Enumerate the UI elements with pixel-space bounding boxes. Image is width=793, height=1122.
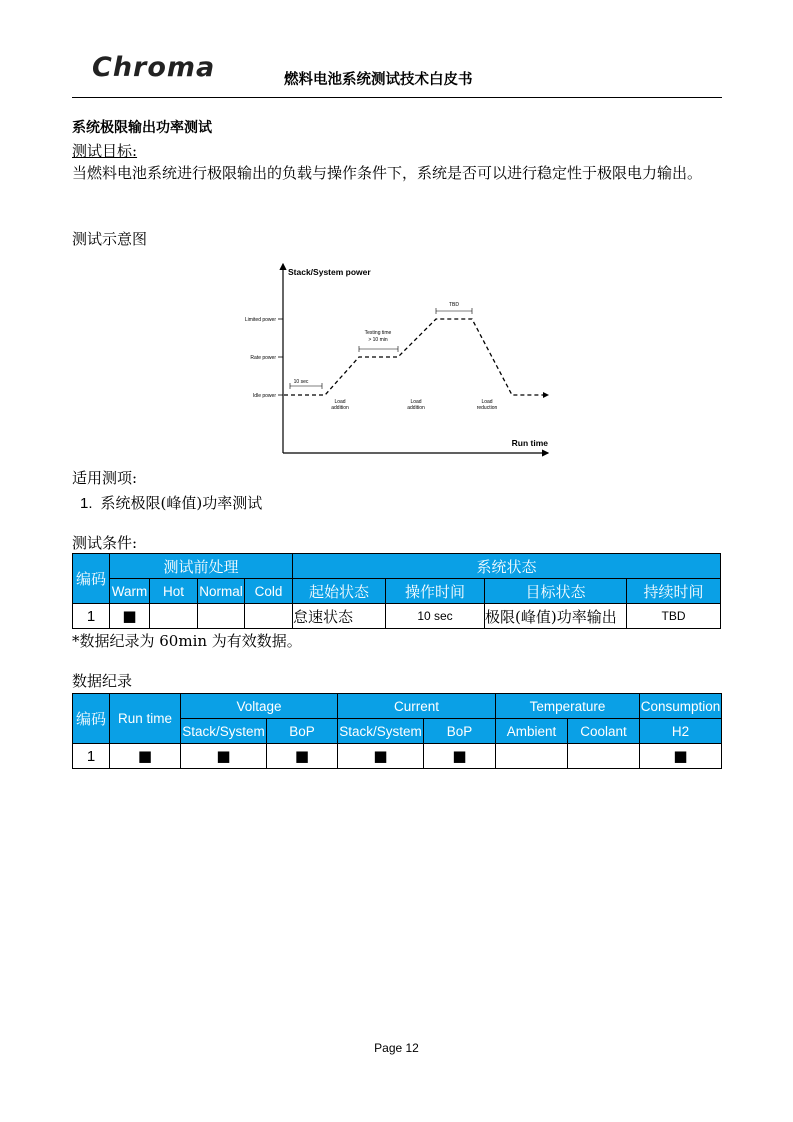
- test-conditions-label: 测试条件:: [72, 534, 138, 552]
- load-addition-2-line1: Load: [410, 399, 422, 405]
- col-header-consumption: Consumption: [640, 694, 722, 719]
- list-number: 1.: [80, 495, 93, 512]
- page-number: Page 12: [374, 1041, 419, 1055]
- col-header-id: 编码: [73, 554, 110, 604]
- limited-power-label: Limited power: [244, 317, 276, 323]
- testing-time-value: > 10 min: [368, 337, 388, 343]
- diagram-label: 测试示意图: [72, 230, 148, 248]
- col-header-h2: H2: [640, 719, 722, 744]
- cell-cold: [245, 604, 293, 629]
- test-goal-text: 当燃料电池系统进行极限输出的负载与操作条件下，系统是否可以进行稳定性于极限电力输出。: [72, 164, 703, 182]
- x-axis-title: Run time: [511, 438, 548, 448]
- cell-ambient: [496, 744, 568, 769]
- table-row: [73, 604, 721, 629]
- cell-warm: ■: [110, 604, 150, 629]
- col-header-duration: 持续时间: [627, 579, 721, 604]
- cell-id: 1: [73, 744, 110, 769]
- cell-start-state: 怠速状态: [293, 604, 386, 629]
- load-reduction-line2: reduction: [476, 405, 498, 411]
- load-reduction-line1: Load: [481, 399, 493, 405]
- test-conditions-table: [72, 553, 721, 629]
- cell-current-stack: ■: [338, 744, 424, 769]
- y-axis-title: Stack/System power: [288, 267, 371, 277]
- cell-target-state: 极限(峰值)功率输出: [485, 604, 627, 629]
- load-addition-2-line2: addition: [407, 405, 425, 411]
- col-header-cold: Cold: [245, 579, 293, 604]
- col-header-normal: Normal: [198, 579, 245, 604]
- load-addition-1-line2: addition: [331, 405, 349, 411]
- tbd-label: TBD: [449, 302, 459, 308]
- col-header-warm: Warm: [110, 579, 150, 604]
- testing-time-label: Testing time: [364, 330, 392, 336]
- applicable-test-item: [80, 491, 262, 516]
- cell-hot: [150, 604, 198, 629]
- col-header-start-state: 起始状态: [293, 579, 386, 604]
- power-profile-line: [284, 319, 548, 395]
- col-header-system-state: 系统状态: [293, 554, 721, 579]
- col-header-voltage-stack: Stack/System: [181, 719, 267, 744]
- cell-normal: [198, 604, 245, 629]
- col-header-current: Current: [338, 694, 496, 719]
- rate-power-label: Rate power: [250, 355, 276, 361]
- col-header-target-state: 目标状态: [485, 579, 627, 604]
- ten-sec-label: 10 sec: [293, 379, 309, 385]
- section-title: 系统极限输出功率测试: [72, 120, 212, 136]
- data-record-table: [72, 693, 722, 769]
- data-record-label: 数据纪录: [72, 672, 133, 690]
- cell-h2: ■: [640, 744, 722, 769]
- data-record-note: *数据纪录为 60min 为有效数据。: [72, 632, 302, 650]
- cell-current-bop: ■: [424, 744, 496, 769]
- col-header-coolant: Coolant: [568, 719, 640, 744]
- col-header-voltage-bop: BoP: [267, 719, 338, 744]
- document-title: 燃料电池系统测试技术白皮书: [284, 72, 473, 88]
- col-header-operation-time: 操作时间: [386, 579, 485, 604]
- applicable-test-text: 系统极限(峰值)功率测试: [100, 494, 263, 512]
- col-header-hot: Hot: [150, 579, 198, 604]
- cell-coolant: [568, 744, 640, 769]
- col-header-ambient: Ambient: [496, 719, 568, 744]
- col-header-run-time: Run time: [110, 694, 181, 744]
- chroma-logo: Chroma: [92, 52, 216, 83]
- cell-id: 1: [73, 604, 110, 629]
- col-header-id: 编码: [73, 694, 110, 744]
- test-profile-diagram: [230, 258, 560, 458]
- load-addition-1-line1: Load: [334, 399, 346, 405]
- applicable-tests-label: 适用测项:: [72, 469, 138, 487]
- table-row: [73, 744, 722, 769]
- col-header-current-stack: Stack/System: [338, 719, 424, 744]
- col-header-voltage: Voltage: [181, 694, 338, 719]
- cell-voltage-stack: ■: [181, 744, 267, 769]
- page-header: [72, 50, 722, 98]
- cell-voltage-bop: ■: [267, 744, 338, 769]
- idle-power-label: Idle power: [252, 393, 276, 399]
- col-header-temperature: Temperature: [496, 694, 640, 719]
- col-header-pretreatment: 测试前处理: [110, 554, 293, 579]
- cell-duration: TBD: [627, 604, 721, 629]
- cell-run-time: ■: [110, 744, 181, 769]
- cell-operation-time: 10 sec: [386, 604, 485, 629]
- test-goal-label: 测试目标:: [72, 142, 138, 160]
- col-header-current-bop: BoP: [424, 719, 496, 744]
